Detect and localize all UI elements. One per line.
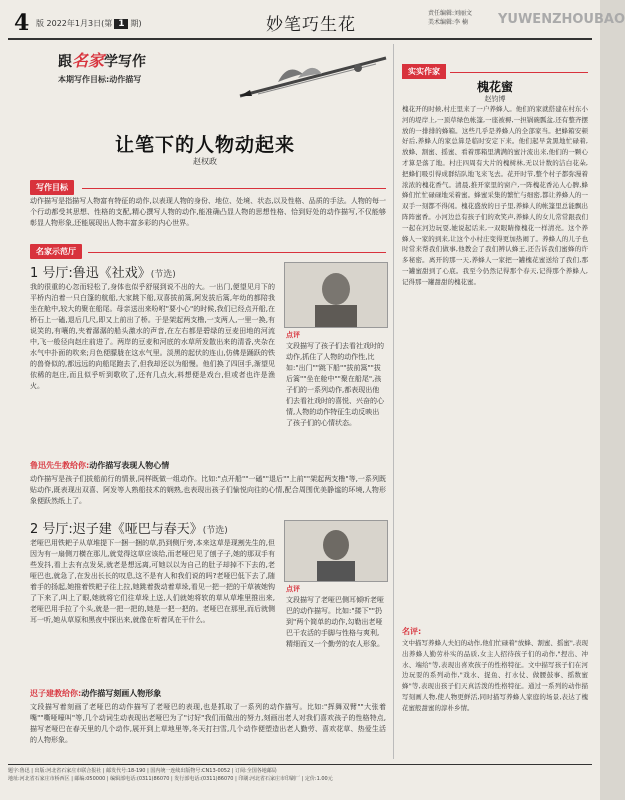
column-highlight: 名家 [72, 51, 105, 70]
issue-info [36, 18, 142, 29]
student-work-tag-line [450, 72, 588, 73]
column-head [58, 48, 208, 85]
section-title: 妙笔巧生花 [266, 15, 356, 35]
comment-text: 文中描写养蜂人夫妇的动作,他们忙碌着"放蜂、割蜜、摇蜜",表现出养蜂人勤劳朴实的品质,女主人招待孩子们的动作,"捏出、冲水、端给"等,表现出喜欢孩子的性格特征。文中描写孩子们在河边玩耍的系列动作,"戏水、捉鱼、打水仗、做腰鼓事、摇数蜜蜂"等,表现出孩子们天真活泼的性格特征。通过一系列的动作描写刻画人物,使人物更鲜活,同时描写养蜂人家庭的场景,表达了槐花蜜般甜蜜的淳朴乡情。 [402, 639, 588, 712]
column-target: 本期写作目标:动作描写 [58, 75, 142, 84]
example-1-comment-text: 文段描写了孩子们去看社戏时的动作,抓住了人物的动作性,比如:"出门""跳下船""拔前篙""拔后篙""坐在舱中""聚在船尾",孩子们的一系列动作,都表现出他们去看社戏时的喜悦、兴奋的心情,人物的动作特征生动反映出了孩子们的心情状态。 [286, 342, 384, 427]
student-work-title: 槐花蜜 [476, 80, 513, 94]
goal-tag-line [82, 188, 386, 189]
column-suffix: 学写作 [104, 54, 147, 70]
editor-line-2: 美术编辑:李 楠 [428, 19, 468, 26]
pen-illustration [238, 52, 388, 102]
paper-brand: YUWENZHOUBAO [498, 12, 625, 27]
editor-credits [428, 9, 472, 27]
example-1-note: (节选) [150, 270, 176, 280]
example-2-comment-text: 文段描写了老哑巴侧耳倾听老哑巴的动作描写。比如:"搂下""扔到"两个简单的动作,勾勒出老哑巴干农活的手脚与性格与爽利,精细而又一个勤劳的农人形象。 [286, 596, 384, 648]
student-work-tag: 实实作家 [402, 64, 446, 79]
comment-label: 名评: [402, 627, 422, 636]
footer-line-2: 地址:河北省石家庄市桥西区 | 邮编:050000 | 编辑部电话:(0311)86070 | 发行部电话:(0311)86070 | 印刷:河北省石家庄市印刷厂 | 定价:1.00元 [8, 776, 333, 782]
article-title: 让笔下的人物动起来 [114, 134, 295, 156]
student-work-author: 赵钧博 [484, 95, 506, 103]
header-rule [8, 38, 592, 40]
issue-number: 1 [114, 19, 128, 29]
example-1-sign: 点评 [286, 331, 300, 339]
teach-2-title: 动作描写刻画人物形象 [81, 689, 162, 698]
example-1-heading [30, 262, 176, 281]
portrait-icon [285, 521, 387, 581]
teach-1-title: 动作描写表现人物心情 [89, 461, 170, 470]
example-1-text: 我的很重的心忽而轻松了,身体也似乎舒展到说不出的大。一出门,便望见月下的平桥内泊着一只白篷的航船,大家跳下船,双喜拔前篙,阿发拔后篙,年幼的都陪我坐在舱中,较大的聚在船尾。母亲送出来吩咐"要小心"的时候,我们已经点开船,在桥石上一磕,退后几尺,即又上前出了桥。于是架起两支橹,一支两人,一里一换,有说笑的,有嚷的,夹着潺潺的船头激水的声音,在左右都是碧绿的豆麦田地的河流中,飞一般径向赵庄前进了。两岸的豆麦和河底的水草所发散出来的清香,夹杂在水气中扑面的吹来;月色便朦胧在这水气里。淡黑的起伏的连山,仿佛是踊跃的铁的兽脊似的,都远远的向船尾跑去了,但我却还以为船慢。他们换了四回手,渐望见依稀的赵庄,而且似乎听到歌吹了,还有几点火,料想便是戏台,但或者也许是渔火。 [30, 283, 275, 390]
example-2-title: 2 号厅:迟子建《哑巴与春天》 [30, 522, 203, 537]
page-footer [8, 764, 592, 783]
example-1-title: 1 号厅:鲁迅《社戏》 [30, 266, 151, 281]
issue-prefix: 版 2022年1月3日(第 [36, 19, 113, 28]
demo-tag-line [88, 252, 386, 253]
example-2-note: (节选) [202, 526, 228, 536]
teach-2-heading [30, 688, 161, 699]
footer-line-1: 题字:鲁迅 | 出版:河北省石家庄市联合报社 | 邮发代号:18-190 | 国内统一连续出版物号:CN13-0052 | 订阅:全国各地邮局 [8, 768, 277, 774]
page-number: 4 [14, 10, 30, 36]
teach-1-text: 动作描写是孩子们拔船前行的情景,同样既做一组动作。比如:"点开船""一磕""退后""上前""架起两支橹"等,一系列既贴动作,既表现出双喜、阿发等人熟船技术的娴熟,也表现出孩子们愉悦向往的心情,配合周围优美静谧的环境,人物形象便跃然纸上了。 [30, 475, 386, 505]
example-2-sign: 点评 [286, 585, 300, 593]
editor-line-1: 责任编辑:刘丽文 [428, 10, 473, 17]
example-1-comment [286, 330, 386, 429]
student-work-body: 槐花开的时候,村庄里来了一户养蜂人。他们的家就搭建在村东小河的堤岸上,一顶草绿色帐篷,一座被褥,一担锅碗瓢盆,还有整齐摆放的一排排的蜂箱。这些几乎是养蜂人的全部家当。把蜂箱安顿好后,养蜂人的家总算是临时安定下来。他们起早贪黑地忙碌着,放蜂、割蜜、摇蜜、看着那箱里满满的蜜汁流出来,他们的一颗心才算是落了地。村庄四周有大片的槐树林,无以计数的洁白花朵,把蜂们吸引得成群结队地飞来飞去。花开时节,整个村子都弥漫着浓浓的槐花香气。清晨,推开家里的窗户,一阵槐花香沁人心脾,蜂蜂们忙忙碌碌地采着蜜。蜂蜜采集的繁忙与细密,都让养蜂人的一双手一刻都不得闲。槐花盛放的日子里,养蜂人的帐篷里总能飘出阵阵蜜香。小河边总有孩子们的欢笑声,养蜂人的女儿常常跟我们一起在河边玩耍,她说起话来,一双眼睛像槐花一样清亮。这个养蜂人一家的到来,让这个小村庄变得更加热闹了。养蜂人的儿子也时常来帮我们做事,他教会了我们辨认蜂王,还告诉我们蜜蜂的许多秘密。离开的那一天,养蜂人一家把一罐槐花蜜送给了我们,那一罐蜜甜到了心底。我至今仍然记得那个春天,记得那个养蜂人,记得那一罐甜甜的槐花蜜。 [402, 105, 588, 286]
teach-1-heading [30, 460, 169, 471]
example-2-heading [30, 518, 228, 537]
issue-suffix: 期) [130, 19, 142, 28]
column-divider [393, 44, 394, 759]
example-2-text: 老哑巴用铁耙子从草堆提下一捆一捆的草,扔到侧厅旁,本来这草是现割先生的,但因为有一扇侧刀横在那儿,就觉得这草应该给,而老哑巴见了刨子子,她的那双手有些发抖,看上去有点发呆,就老是想远离,可她以以为自己的肚子却掉不下去的,老哑巴也,就急了,在发出长长的叹息,这不是有人和我们说的吗?老哑巴低下去了,随着手的扬起,她推着铁耙子往上拉,她跳着拨动着草垛,看见一把一把的干草被她钩了下来了,叫上了眼,她就将它们往草垛上送,人们就她将软的草从草堆里推出来,老哑巴用手拉了个头,就是一把一把的,她是一把一把的。老哑巴在那里,而后就侧耳一听,她从草原和黑夜中探出来,就像在听着风在干什么。 [30, 539, 275, 624]
lu-xun-portrait [284, 262, 388, 328]
demo-tag: 名家示范厅 [30, 244, 82, 259]
goal-tag: 写作目标 [30, 180, 74, 195]
teach-1-label: 鲁迅先生教给你: [30, 461, 90, 470]
column-prefix: 跟 [58, 54, 72, 70]
column-name [58, 48, 208, 71]
goal-text: 动作描写是指描写人物富有特征的动作,以表现人物的身份、地位、处境、状态,以及性格、品质的手法。人物的每一个行动都受其思想、性格的支配,精心撰写人物的动作,能准确凸显人物的思想性格、恰到好处的动作描写,不仅能够彰显人物形象,还能展现出人物丰富多彩的内心世界。 [30, 197, 386, 227]
article-author: 赵权政 [193, 157, 217, 166]
page-header [8, 6, 625, 36]
chi-zijian-portrait [284, 520, 388, 582]
portrait-icon [285, 263, 387, 327]
teach-2-text: 文段描写着刻画了老哑巴的动作描写了老哑巴的表现,也是抓取了一系列的动作描写。比如:"挥舞双臂""大张着嘴""嘶哑嚎叫"等,几个动词生动表现出老哑巴为了"讨好"我们而做出的努力,刻画出老人对我们喜欢孩子的性格特点,描写老哑巴在春天里的几个动作,展开到上草地里等,冬天打扫雪,几个动作便塑造出老人勤劳、喜欢花草、热爱生活的人物形象。 [30, 703, 386, 744]
teach-2-label: 迟子建教给你: [30, 689, 82, 698]
example-2-comment [286, 584, 386, 650]
